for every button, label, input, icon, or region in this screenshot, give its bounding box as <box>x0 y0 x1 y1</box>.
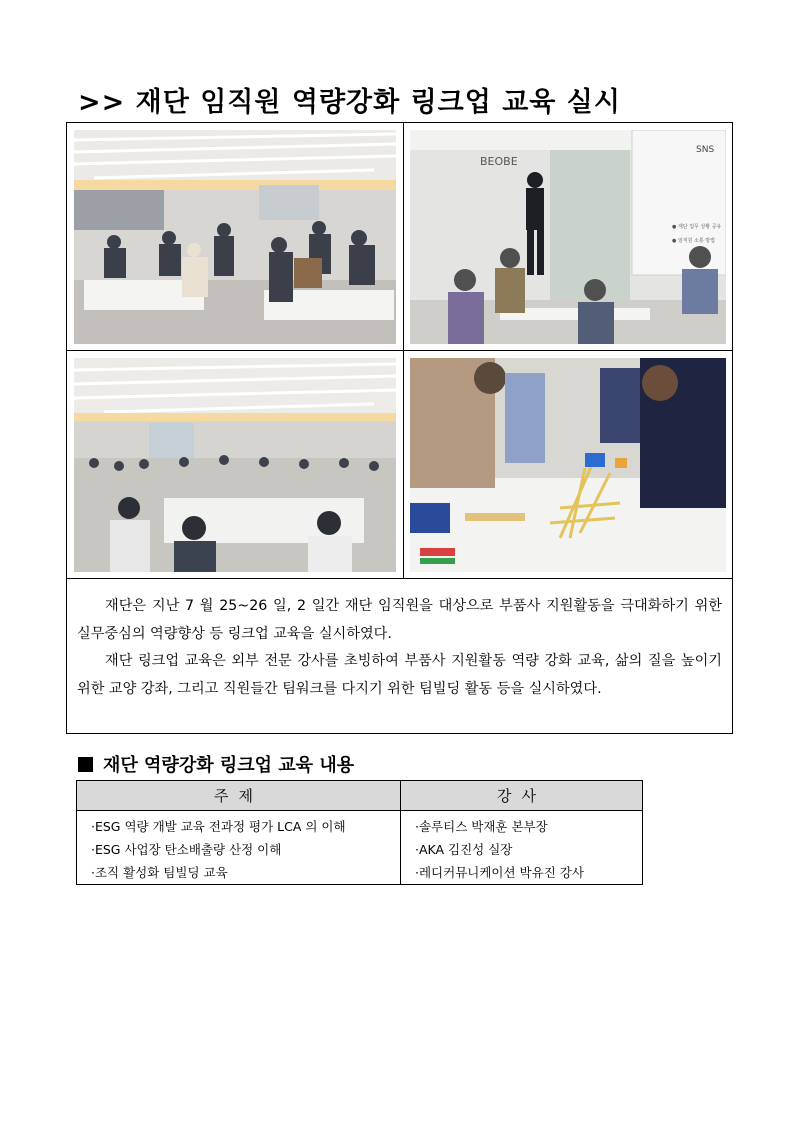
photo-training-room <box>74 130 396 344</box>
paragraph: 재단은 지난 7 월 25~26 일, 2 일간 재단 임직원을 대상으로 부품사 지원활동을 극대화하기 위한 실무중심의 역량향상 등 링크업 교육을 실시하였다. <box>77 598 722 642</box>
instructor-item: ·레디커뮤니케이션 박유진 강사 <box>415 865 584 880</box>
svg-text:SNS: SNS <box>696 145 715 155</box>
instructor-item: ·AKA 김진성 실장 <box>415 842 513 857</box>
section-title <box>78 751 354 777</box>
page-title: >> 재단 임직원 역량강화 링크업 교육 실시 <box>78 87 621 118</box>
topic-item: ·ESG 사업장 탄소배출량 산정 이해 <box>91 842 282 857</box>
presenter-photo-icon <box>410 130 726 344</box>
svg-text:BEOBE: BEOBE <box>480 155 518 168</box>
svg-text:● 임직원 소통 방법: ● 임직원 소통 방법 <box>672 238 715 244</box>
svg-text:● 재단 업무 상황 공유: ● 재단 업무 상황 공유 <box>672 224 722 230</box>
teambuilding-photo-icon <box>410 358 726 572</box>
article-body <box>77 593 722 703</box>
table-divider <box>67 578 732 579</box>
instructor-cell <box>401 811 643 885</box>
topic-item: ·ESG 역량 개발 교육 전과정 평가 LCA 의 이해 <box>91 819 346 834</box>
square-bullet-icon <box>78 757 93 772</box>
header-instructor: 강사 <box>401 781 643 811</box>
paragraph: 재단 링크업 교육은 외부 전문 강사를 초빙하여 부품사 지원활동 역량 강화 교육, 삶의 질을 높이기 위한 교양 강좌, 그리고 직원들간 팀워크를 다지기 위한 팀빌딩 활동 등을 실시하였다. <box>77 653 722 697</box>
training-room-photo-icon <box>74 130 396 344</box>
lecture-hall-photo-icon <box>74 358 396 572</box>
photo-presenter <box>410 130 726 344</box>
table-divider <box>67 350 732 351</box>
header-topic: 주제 <box>77 781 401 811</box>
photo-lecture-hall <box>74 358 396 572</box>
photo-table <box>66 122 733 734</box>
photo-teambuilding <box>410 358 726 572</box>
education-content-table <box>76 780 643 885</box>
topic-item: ·조직 활성화 팀빌딩 교육 <box>91 865 228 880</box>
instructor-item: ·솔루티스 박재훈 본부장 <box>415 819 548 834</box>
section-title-text: 재단 역량강화 링크업 교육 내용 <box>103 755 355 776</box>
topic-cell <box>77 811 401 885</box>
